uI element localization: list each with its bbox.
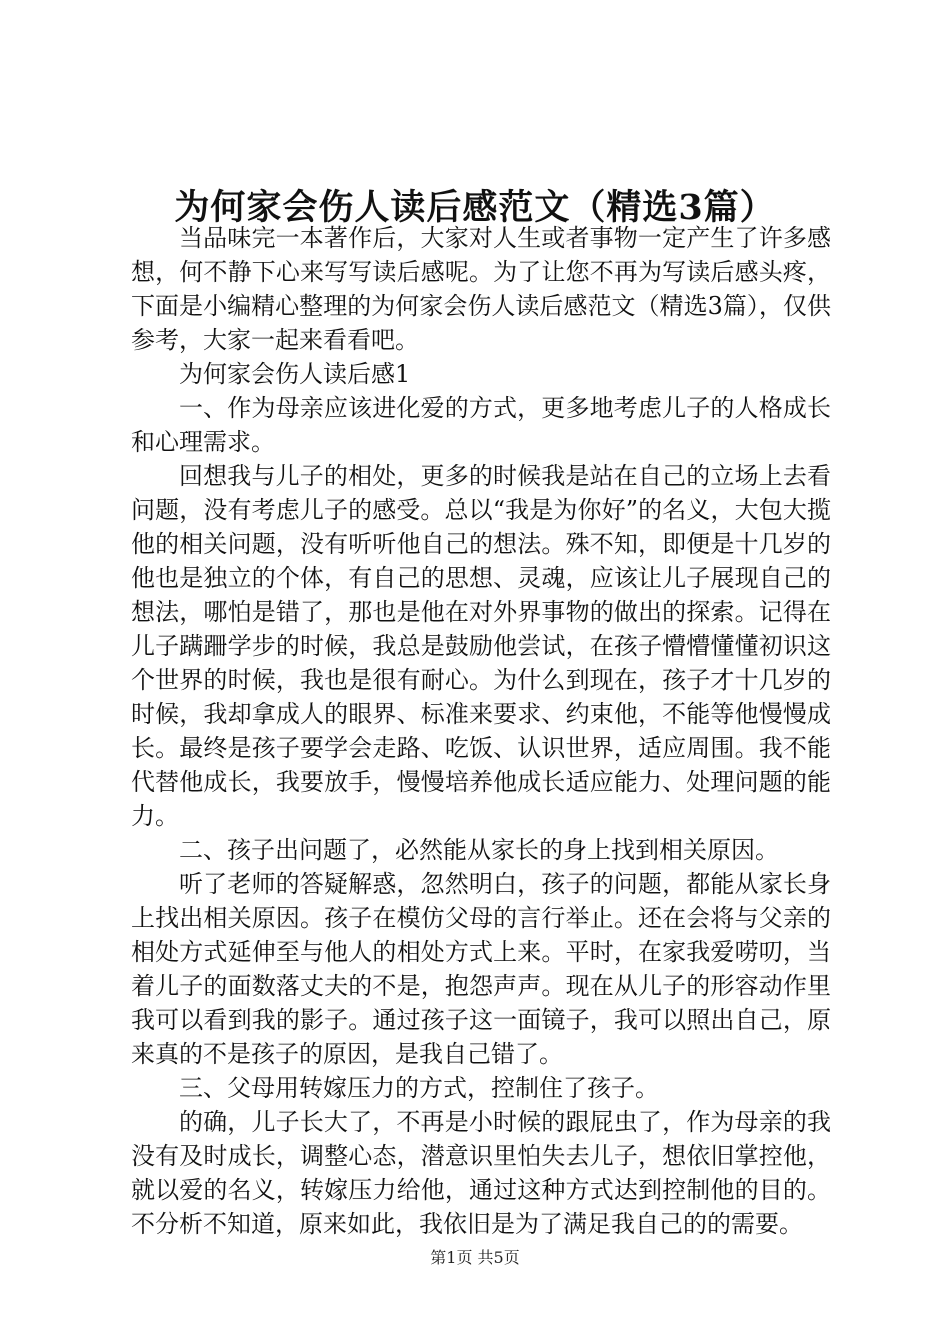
point-heading-1: 一、作为母亲应该进化爱的方式，更多地考虑儿子的人格成长和心理需求。: [131, 394, 831, 456]
document-title: 为何家会伤人读后感范文（精选3篇）: [174, 187, 776, 228]
paragraph: 的确，儿子长大了，不再是小时候的跟屁虫了，作为母亲的我没有及时成长，调整心态，潜意识里怕失去儿子，想依旧掌控他，就以爱的名义，转嫁压力给他，通过这种方式达到控制他的目的。不分析不知道，原来如此，我依旧是为了满足我自己的的需要。: [131, 1108, 831, 1238]
point-heading-3: 三、父母用转嫁压力的方式，控制住了孩子。: [179, 1074, 659, 1102]
paragraph: 回想我与儿子的相处，更多的时候我是站在自己的立场上去看问题，没有考虑儿子的感受。总以“我是为你好”的名义，大包大揽他的相关问题，没有听听他自己的想法。殊不知，即便是十几岁的他也是独立的个体，有自己的思想、灵魂，应该让儿子展现自己的想法，哪怕是错了，那也是他在对外界事物的做出的探索。记得在儿子蹒跚学步的时候，我总是鼓励他尝试，在孩子懵懵懂懂初识这个世界的时候，我也是很有耐心。为什么到现在，孩子才十几岁的时候，我却拿成人的眼界、标准来要求、约束他，不能等他慢慢成长。最终是孩子要学会走路、吃饭、认识世界，适应周围。我不能代替他成长，我要放手，慢慢培养他成长适应能力、处理问题的能力。: [131, 462, 831, 830]
section-heading: 为何家会伤人读后感1: [179, 360, 411, 388]
paragraph: 听了老师的答疑解惑，忽然明白，孩子的问题，都能从家长身上找出相关原因。孩子在模仿父母的言行举止。还在会将与父亲的相处方式延伸至与他人的相处方式上来。平时，在家我爱唠叨，当着儿子的面数落丈夫的不是，抱怨声声。现在从儿子的形容动作里我可以看到我的影子。通过孩子这一面镜子，我可以照出自己，原来真的不是孩子的原因，是我自己错了。: [131, 870, 831, 1068]
point-heading-2: 二、孩子出问题了，必然能从家长的身上找到相关原因。: [179, 836, 779, 864]
document-body: [131, 221, 831, 1241]
page-number-footer: 第1页 共5页: [430, 1248, 520, 1267]
paragraph-intro: 当品味完一本著作后，大家对人生或者事物一定产生了许多感想，何不静下心来写写读后感呢。为了让您不再为写读后感头疼，下面是小编精心整理的为何家会伤人读后感范文（精选3篇），仅供参考，大家一起来看看吧。: [131, 224, 831, 354]
